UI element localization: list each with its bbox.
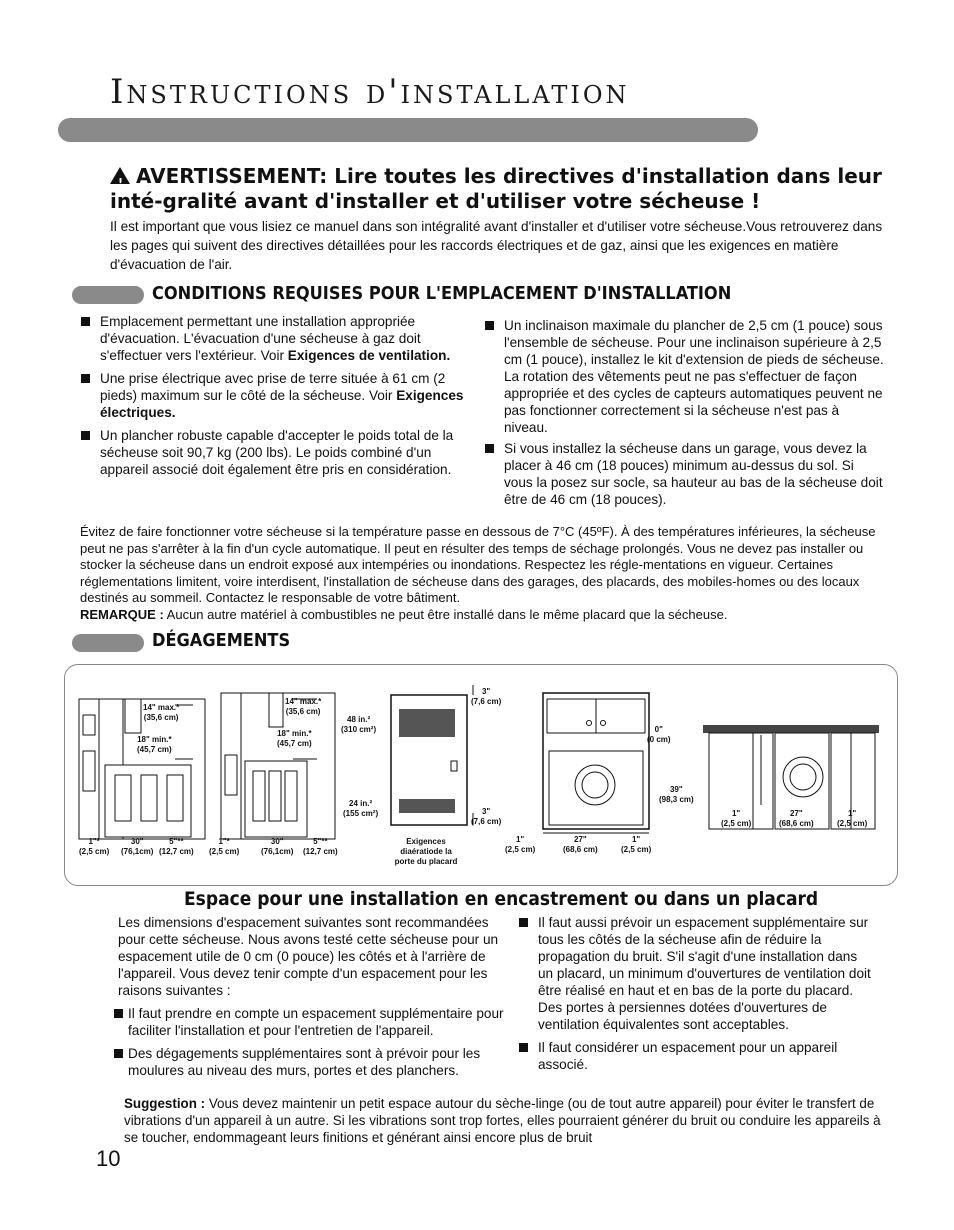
closet-door-caption: Exigences diaératiode la porte du placard	[394, 837, 458, 866]
header-bar	[58, 118, 758, 142]
diagram-closet-dryer	[543, 693, 649, 833]
list-item: Un inclinaison maximale du plancher de 2,5 cm (1 pouce) sous l'ensemble de sécheuse. Pour une inclinaison supérieure à 2,5 cm (1 pouce), installez le kit d'extension de pieds de sécheuse. La rotation des vêtements peut ne pas s'effectuer de façon appropriée et des cycles de capteurs automatiques peuvent ne pas fonctionner correctement si la sécheuse n'est pas à niveau.	[484, 317, 884, 436]
dim-label: 1"* (2,5 cm)	[209, 837, 240, 856]
dim-label: 24 in.² (155 cm²)	[343, 799, 379, 818]
suggestion-text: Vous devez maintenir un petit espace autour du sèche-linge (ou de tout autre appareil) pour éviter le transfert de vibrations d'un appareil à un autre. Si les vibrations sont trop fortes, elles pourraient générer du bruit ou conduire les appareils à se toucher, endommageant leurs finitions et générant ainsi encore plus de bruit	[124, 1096, 881, 1145]
warning-icon	[110, 167, 130, 184]
alcove-left	[118, 914, 506, 1085]
list-item: Des dégagements supplémentaires sont à prévoir pour les moulures au niveau des murs, portes et des planchers.	[118, 1045, 506, 1079]
alcove-heading: Espace pour une installation en encastrement ou dans un placard	[184, 888, 819, 910]
dim-label: 48 in.² (310 cm²)	[341, 715, 377, 734]
list-item: Il faut prendre en compte un espacement supplémentaire pour faciliter l'installation et pour l'entretien de l'appareil.	[118, 1005, 506, 1039]
dim-label: 27" (68,6 cm)	[779, 809, 814, 828]
dim-label: 1" (2,5 cm)	[621, 835, 652, 854]
conditions-paragraph: Évitez de faire fonctionner votre sécheuse si la température passe en dessous de 7°C (45ºF). À des températures inférieures, la sécheuse peut ne pas s'arrêter à la fin d'un cycle automatique. Il peut en résulter des temps de séchage prolongés. Vous ne devez pas installer ou stocker la sécheuse dans un endroit exposé aux intempéries ou inondations. Respectez les régle-mentations en vigueur. Certaines réglementations limitent, voire interdisent, l'installation de sécheuse dans des garages, des placards, des mobiles-homes ou des locaux destinés au sommeil. Contactez le responsable de votre bâtiment. REMARQUE : Aucun autre matériel à combustibles ne peut être installé dans le même placard que la sécheuse.	[80, 524, 876, 622]
dim-label: 30" (76,1cm)	[261, 837, 294, 856]
dim-label: 1"* (2,5 cm)	[79, 837, 110, 856]
list-item: Un plancher robuste capable d'accepter le poids total de la sécheuse soit 90,7 kg (200 lbs). Le poids combiné d'un appareil associé doit également être pris en considération.	[80, 427, 470, 478]
dim-label: 18" min.* (45,7 cm)	[137, 735, 172, 754]
list-item: Si vous installez la sécheuse dans un garage, vous devez la placer à 46 cm (18 pouces) minimum au-dessus du sol. Si vous la posez sur socle, sa hauteur au bas de la sécheuse doit être de 46 cm (18 pouces).	[484, 440, 884, 508]
dim-label: 3" (7,6 cm)	[471, 807, 502, 826]
conditions-right-list	[484, 317, 884, 514]
dim-label: 30" (76,1cm)	[121, 837, 154, 856]
section-pill	[72, 634, 144, 652]
dim-label: 1" (2,5 cm)	[721, 809, 752, 828]
clearances-heading: DÉGAGEMENTS	[152, 630, 291, 651]
section-pill	[72, 286, 144, 304]
dim-label: 27" (68,6 cm)	[563, 835, 598, 854]
clearance-diagrams	[64, 664, 898, 886]
dim-label: 18" min.* (45,7 cm)	[277, 729, 312, 748]
page-number: 10	[96, 1146, 121, 1171]
remark-label: REMARQUE :	[80, 606, 164, 622]
dim-label: 39" (98,3 cm)	[659, 785, 694, 804]
warning-label: AVERTISSEMENT:	[136, 164, 328, 188]
dim-label: 5"** (12,7 cm)	[159, 837, 194, 856]
dim-label: 1" (2,5 cm)	[837, 809, 868, 828]
dim-label: 0" (0 cm)	[647, 725, 671, 744]
warning-heading	[110, 164, 900, 214]
list-item: Une prise électrique avec prise de terre située à 61 cm (2 pieds) maximum sur le côté de la sécheuse. Voir Exigences électriques.	[80, 370, 470, 421]
list-item: Emplacement permettant une installation appropriée d'évacuation. L'évacuation d'une sécheuse à gaz doit s'effectuer vers l'extérieur. Voir Exigences de ventilation.	[80, 313, 470, 364]
dim-label: 14" max.* (35,6 cm)	[143, 703, 180, 722]
conditions-left-list	[80, 313, 470, 484]
page-title: Instructions d'installation	[110, 72, 630, 112]
warning-body: Il est important que vous lisiez ce manuel dans son intégralité avant d'installer et d'utiliser votre sécheuse.Vous retrouverez dans les pages qui suivent des directives détaillées pour les raccords électriques et de gaz, ainsi que les exigences en matière d'évacuation de l'air.	[110, 219, 883, 272]
diagram-recessed-1	[79, 699, 205, 839]
list-item: Il faut considérer un espacement pour un appareil associé.	[518, 1039, 874, 1073]
remark-text: Aucun autre matériel à combustibles ne peut être installé dans le même placard que la sécheuse.	[163, 606, 728, 622]
alcove-intro: Les dimensions d'espacement suivantes sont recommandées pour cette sécheuse. Nous avons testé cette sécheuse pour un espacement utile de 0 cm (0 pouce) les côtés et à l'arrière de l'appareil. Vous devez tenir compte d'un espacement pour les raisons suivantes :	[118, 915, 499, 998]
dim-label: 3" (7,6 cm)	[471, 687, 502, 706]
diagram-closet-door	[391, 685, 473, 825]
dim-label: 14" max.* (35,6 cm)	[285, 697, 322, 716]
warning-text: Lire toutes les directives d'installation dans leur inté-gralité avant d'installer et d'utiliser votre sécheuse !	[110, 164, 882, 213]
alcove-right	[518, 914, 874, 1079]
dim-label: 5"** (12,7 cm)	[303, 837, 338, 856]
list-item: Il faut aussi prévoir un espacement supplémentaire sur tous les côtés de la sécheuse afin de réduire la propagation du bruit. S'il s'agit d'une installation dans un placard, un minimum d'ouvertures de ventilation doit être réalisé en haut et en bas de la porte du placard. Des portes à persiennes dotées d'ouvertures de ventilation équivalentes sont acceptables.	[518, 914, 874, 1033]
dim-label: 1" (2,5 cm)	[505, 835, 536, 854]
suggestion	[124, 1095, 884, 1146]
conditions-heading: CONDITIONS REQUISES POUR L'EMPLACEMENT D'INSTALLATION	[152, 283, 732, 304]
suggestion-label: Suggestion :	[124, 1096, 206, 1111]
